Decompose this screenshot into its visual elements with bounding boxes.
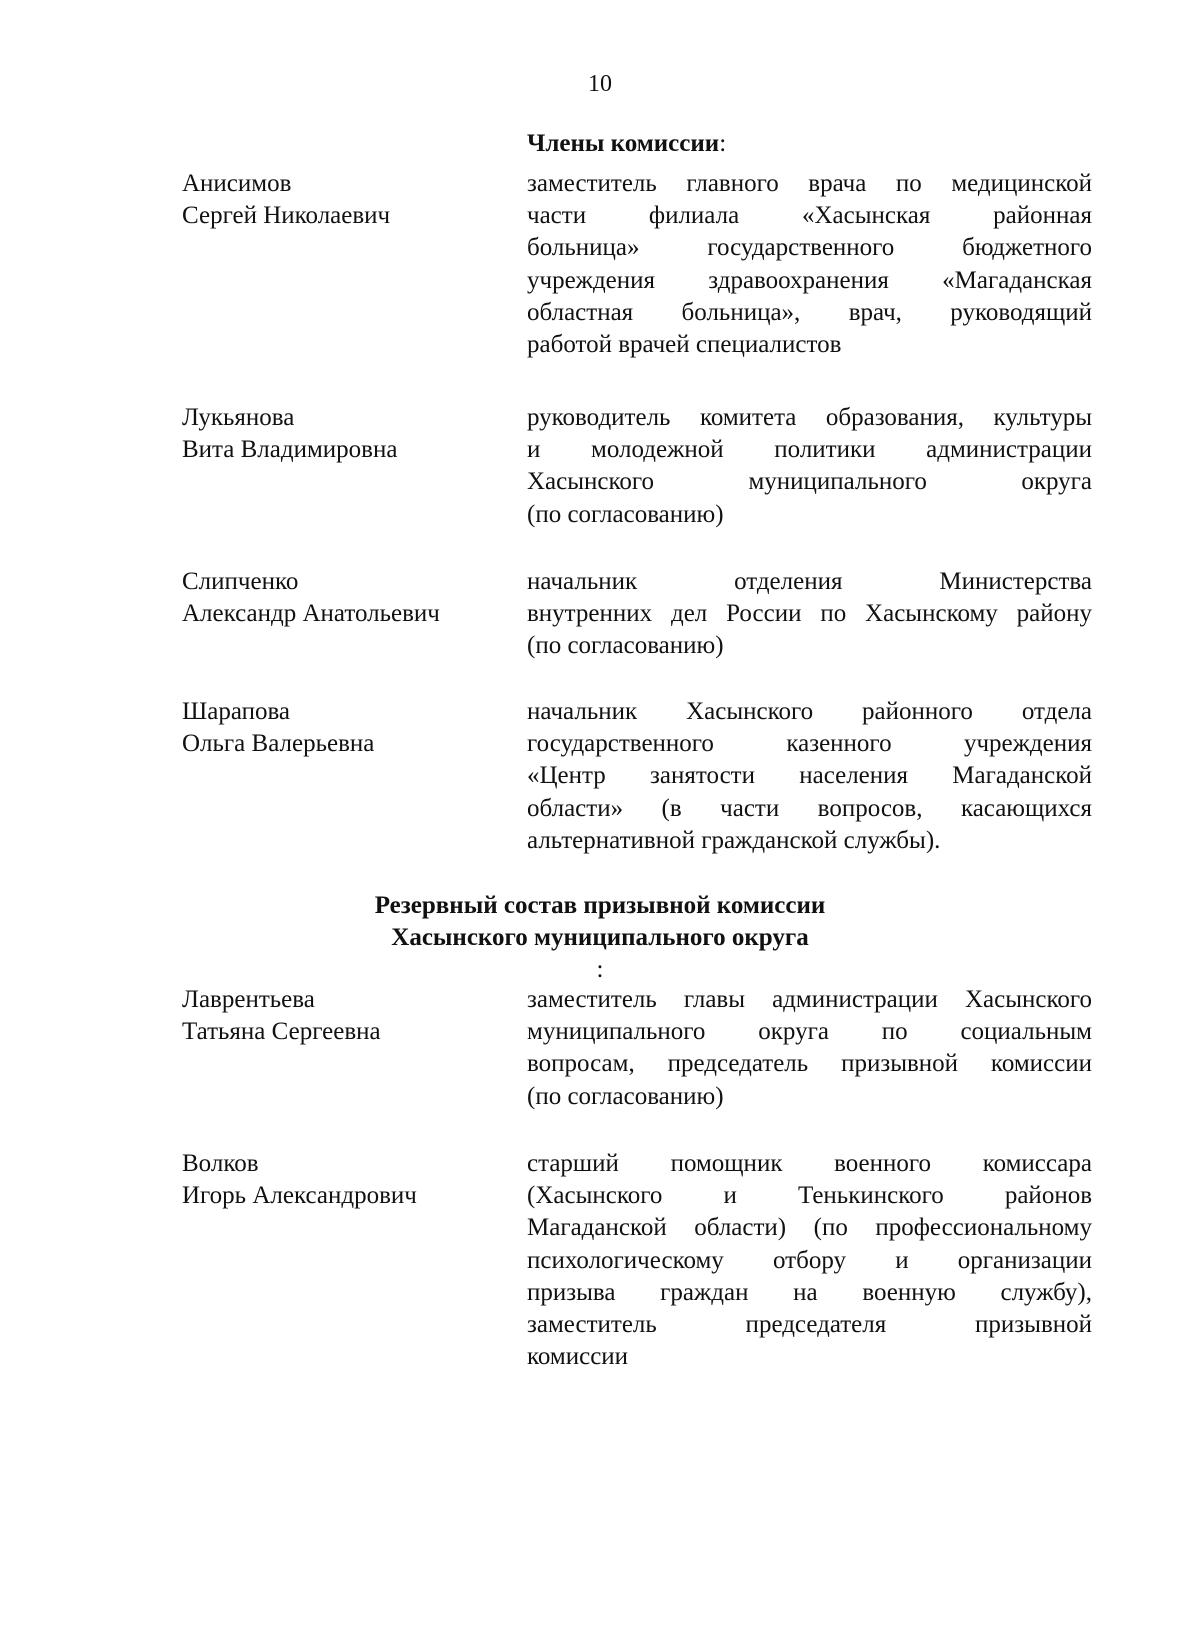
role-line: заместитель главы администрации Хасынского [527,986,1092,1013]
reserve-heading [0,890,1200,986]
member-surname: Волков [182,1150,259,1177]
member-surname: Шарапова [182,698,291,725]
role-line: (Хасынского и Тенькинского районов [527,1182,1092,1210]
member-role [527,696,1092,857]
role-line: внутренних дел России по Хасынскому району [527,600,1092,628]
role-line: руководитель комитета образования, культуры [527,404,1092,431]
member-role [527,402,1092,531]
role-line: областная больница», врач, руководящий [527,298,1092,326]
role-line: вопросам, председатель призывной комиссии [527,1050,1092,1078]
member-given-names: Александр Анатольевич [182,600,440,628]
members-heading [527,128,726,160]
member-given-names: Ольга Валерьевна [182,730,375,758]
role-line: больница» государственного бюджетного [527,234,1092,262]
member-surname: Анисимов [182,170,292,197]
member-role [527,984,1092,1113]
member-name [182,402,512,466]
role-line: Хасынского муниципального округа [527,468,1092,496]
role-line: Магаданской области) (по профессиональному [527,1214,1092,1242]
reserve-heading-colon: : [596,956,604,983]
role-line: учреждения здравоохранения «Магаданская [527,266,1092,294]
member-name [182,1148,512,1212]
role-line: начальник отделения Министерства [527,568,1092,595]
role-line: части филиала «Хасынская районная [527,202,1092,230]
role-line: муниципального округа по социальным [527,1018,1092,1046]
member-given-names: Игорь Александрович [182,1182,417,1210]
members-heading-text: Члены комиссии [527,130,720,157]
member-surname: Слипченко [182,568,299,595]
role-line: (по согласованию) [527,1082,724,1110]
member-surname: Лукьянова [182,404,295,431]
role-line: «Центр занятости населения Магаданской [527,762,1092,790]
role-line: комиссии [527,1343,629,1371]
role-line: альтернативной гражданской службы). [527,826,941,854]
member-role [527,168,1092,361]
member-role [527,1148,1092,1373]
role-line: (по согласованию) [527,632,724,660]
reserve-heading-line: Резервный состав призывной комиссии [374,892,826,919]
role-line: психологическому отбору и организации [527,1246,1092,1274]
member-given-names: Вита Владимировна [182,436,398,464]
member-role [527,566,1092,663]
role-line: заместитель главного врача по медицинской [527,170,1092,197]
member-given-names: Сергей Николаевич [182,202,391,230]
member-name [182,168,512,232]
role-line: области» (в части вопросов, касающихся [527,794,1092,822]
member-name [182,696,512,760]
role-line: работой врачей специалистов [527,331,842,359]
member-name [182,984,512,1048]
role-line: (по согласованию) [527,500,724,528]
members-heading-colon: : [719,130,727,157]
role-line: призыва граждан на военную службу), [527,1278,1092,1306]
role-line: государственного казенного учреждения [527,730,1092,758]
reserve-heading-line-text: Хасынского муниципального округа [391,924,809,951]
role-line: заместитель председателя призывной [527,1311,1092,1339]
reserve-heading-line [0,922,1200,986]
role-line: и молодежной политики администрации [527,436,1092,464]
role-line: старший помощник военного комиссара [527,1150,1092,1177]
member-given-names: Татьяна Сергеевна [182,1018,381,1046]
member-name [182,566,512,630]
page-number: 10 [588,71,612,97]
member-surname: Лаврентьева [182,986,315,1013]
role-line: начальник Хасынского районного отдела [527,698,1092,725]
